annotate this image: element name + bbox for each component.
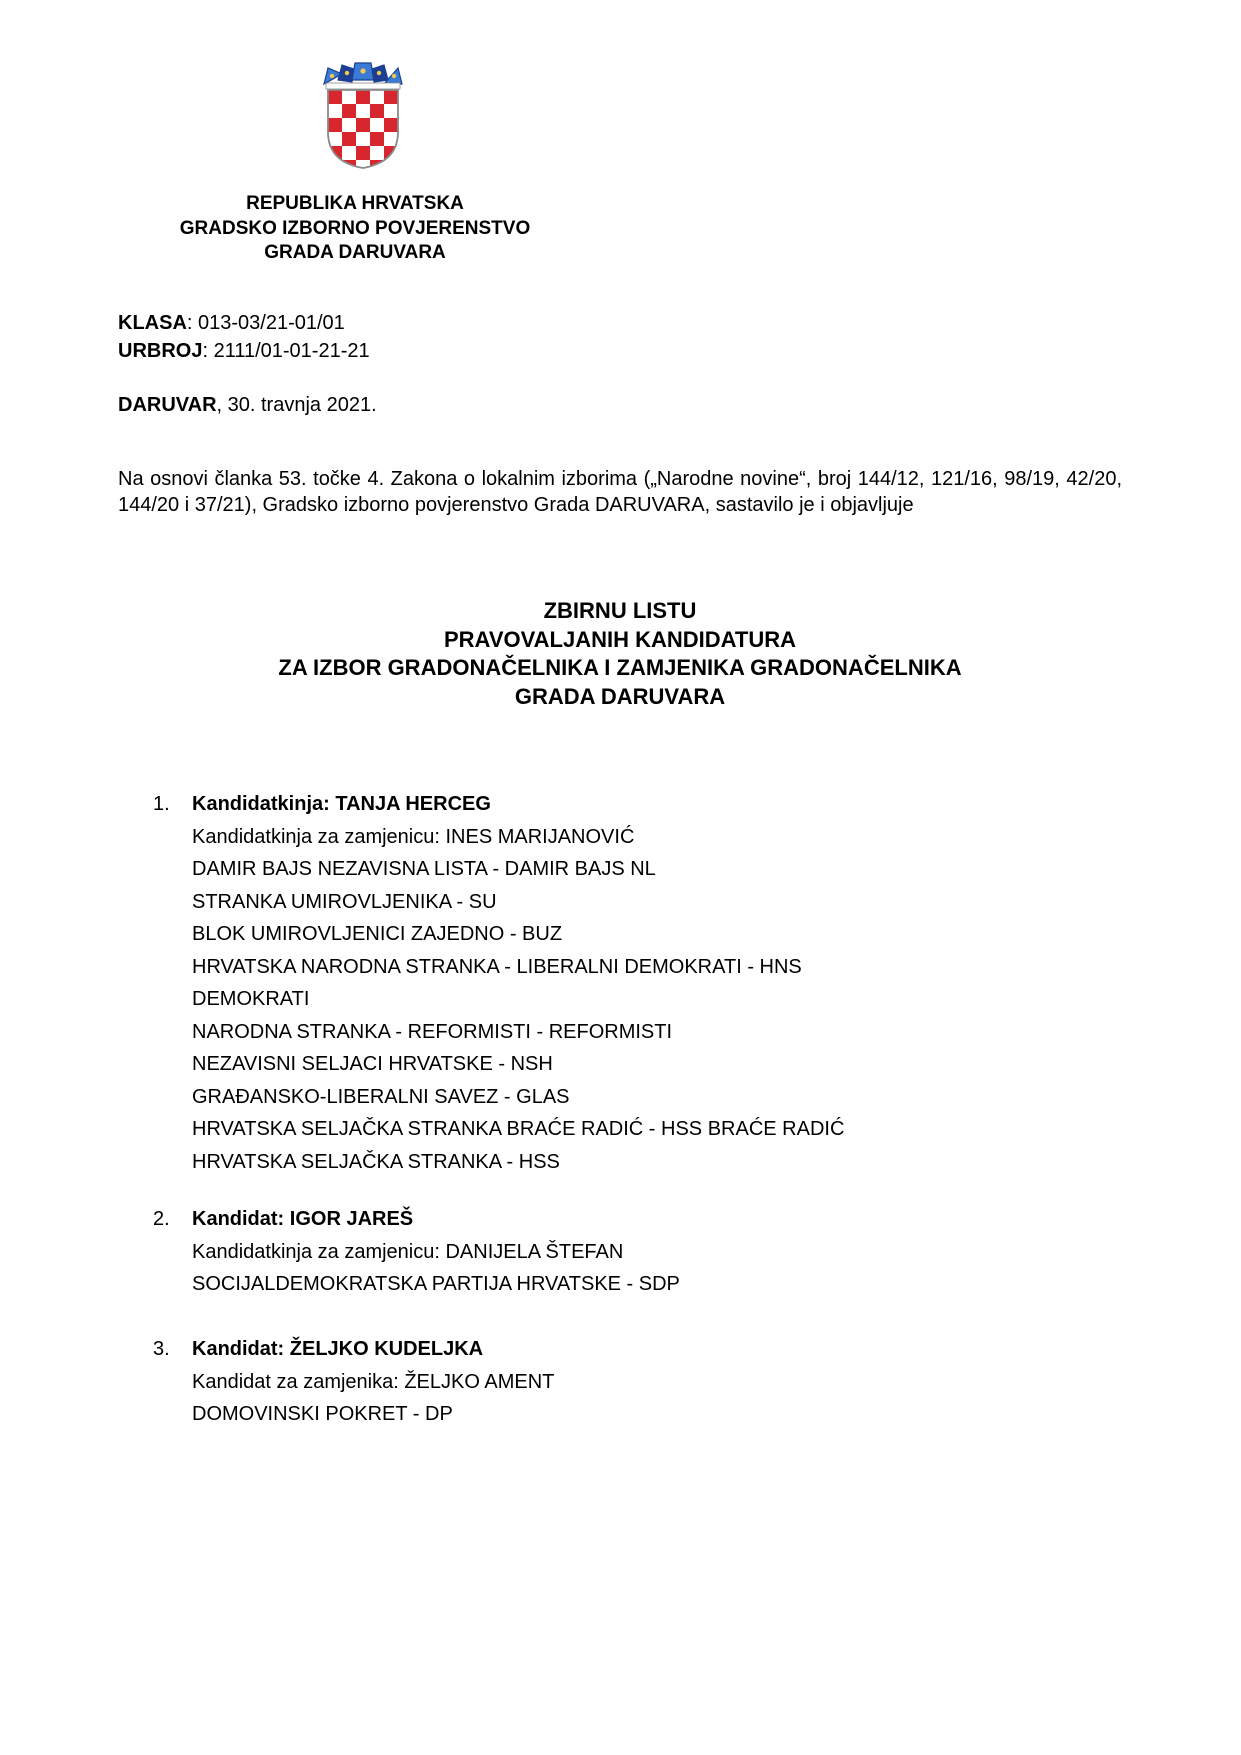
title-line-1: ZBIRNU LISTU [543,598,697,623]
intro-paragraph: Na osnovi članka 53. točke 4. Zakona o lokalnim izborima („Narodne novine“, broj 144/12, 121/16, 98/19, 42/20, 144/20 i 37/21), Gradsko izborno povjerenstvo Grada DARUVARA, sastavilo je i objavljuje [118,468,1122,516]
party-line: BLOK UMIROVLJENICI ZAJEDNO - BUZ [192,923,563,945]
party-line: STRANKA UMIROVLJENIKA - SU [192,890,497,913]
header-line-country: REPUBLIKA HRVATSKA [246,193,464,214]
candidate-details [192,1333,1192,1431]
candidate-details [192,1203,1192,1301]
klasa-value: : 013-03/21-01/01 [186,312,345,334]
party-line: DEMOKRATI [192,988,310,1010]
klasa-line [118,310,345,336]
party-line: NEZAVISNI SELJACI HRVATSKE - NSH [192,1053,553,1075]
header-line-city: GRADA DARUVARA [264,242,446,263]
candidate-number: 2. [153,1208,170,1230]
urbroj-label: URBROJ [118,340,203,362]
party-line: HRVATSKA SELJAČKA STRANKA BRAĆE RADIĆ - HSS BRAĆE RADIĆ [192,1118,845,1140]
place-label: DARUVAR [118,394,217,416]
institution-header [140,192,570,266]
header-line-commission: GRADSKO IZBORNO POVJERENSTVO [179,217,531,239]
klasa-label: KLASA [118,312,187,334]
party-line: DOMOVINSKI POKRET - DP [192,1403,453,1425]
place-date-line [118,392,377,418]
coat-of-arms-icon [320,62,406,170]
party-line: HRVATSKA SELJAČKA STRANKA - HSS [192,1150,560,1173]
candidate-number: 3. [153,1338,170,1360]
document-title [118,597,1122,711]
urbroj-line [118,338,370,364]
party-line: GRAĐANSKO-LIBERALNI SAVEZ - GLAS [192,1085,570,1108]
candidate-details [192,788,1192,1178]
party-line: SOCIJALDEMOKRATSKA PARTIJA HRVATSKE - SDP [192,1273,680,1295]
candidate-name: Kandidatkinja: TANJA HERCEG [192,793,491,815]
title-line-4: GRADA DARUVARA [514,683,726,709]
candidate-name: Kandidat: IGOR JAREŠ [192,1208,414,1230]
title-line-2: PRAVOVALJANIH KANDIDATURA [444,626,796,652]
candidate-deputy: Kandidat za zamjenika: ŽELJKO AMENT [192,1370,555,1393]
candidate-deputy: Kandidatkinja za zamjenicu: DANIJELA ŠTEFAN [192,1240,624,1263]
date-value: , 30. travnja 2021. [216,394,377,416]
candidate-name: Kandidat: ŽELJKO KUDELJKA [192,1338,484,1360]
candidate-number: 1. [153,793,170,815]
party-line: HRVATSKA NARODNA STRANKA - LIBERALNI DEMOKRATI - HNS [192,955,802,978]
party-line: DAMIR BAJS NEZAVISNA LISTA - DAMIR BAJS NL [192,858,656,880]
party-line: NARODNA STRANKA - REFORMISTI - REFORMISTI [192,1020,673,1043]
urbroj-value: : 2111/01-01-21-21 [202,340,370,362]
candidate-deputy: Kandidatkinja za zamjenicu: INES MARIJANOVIĆ [192,825,635,848]
title-line-3: ZA IZBOR GRADONAČELNIKA I ZAMJENIKA GRADONAČELNIKA [278,655,962,680]
